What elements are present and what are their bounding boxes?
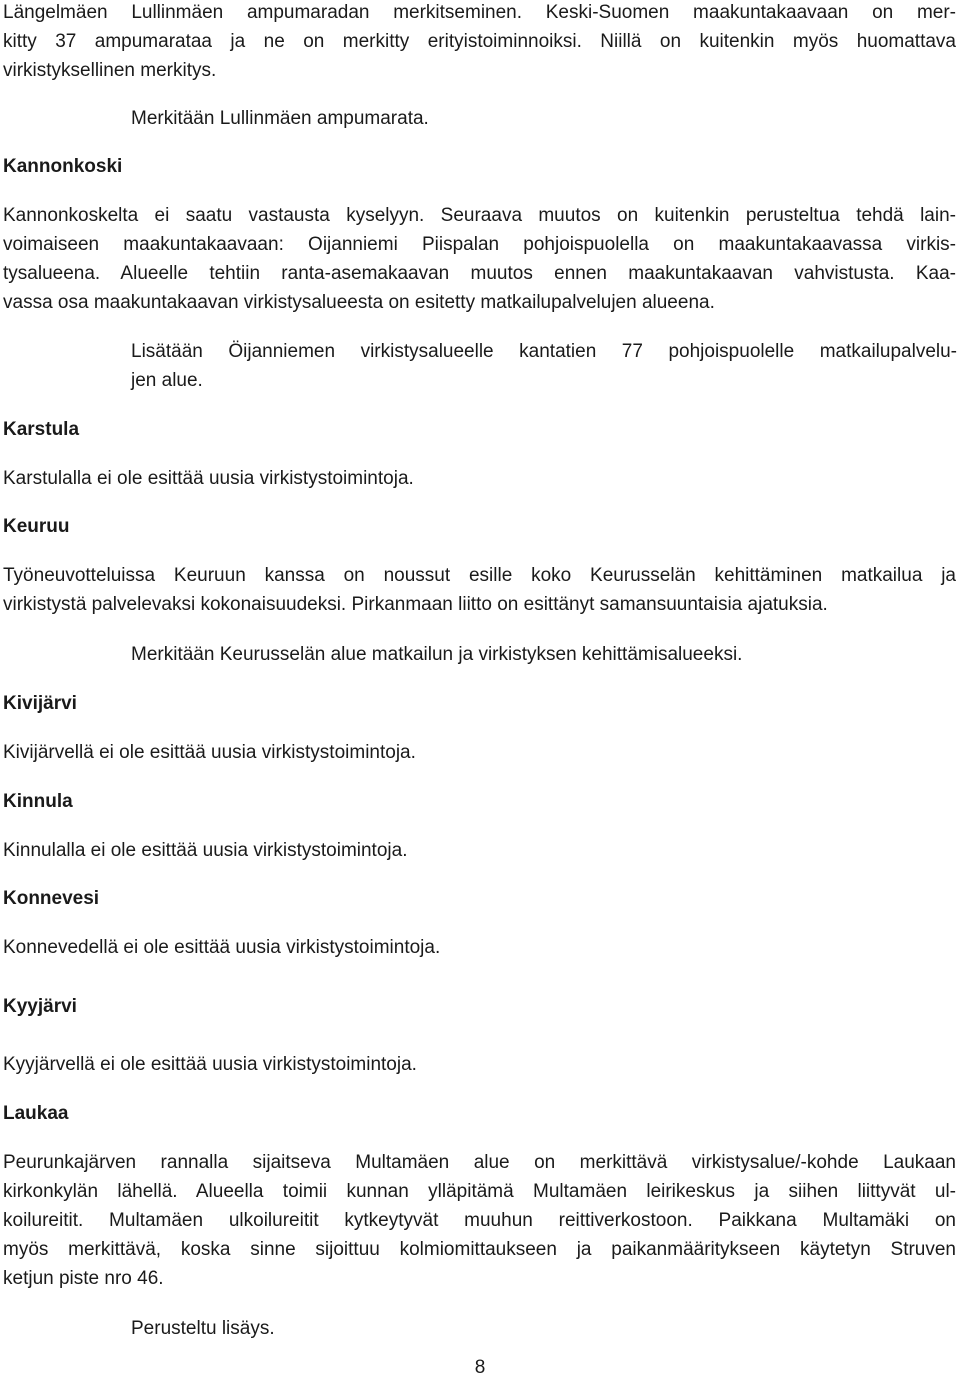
heading-karstula: Karstula xyxy=(3,419,80,440)
page-number: 8 xyxy=(474,1357,486,1378)
karstula-text: Karstulalla ei ole esittää uusia virkistystoimintoja. xyxy=(3,468,414,489)
kannonkoski-line-4: vassa osa maakuntakaavan virkistysalueesta on esitetty matkailupalvelujen alueena. xyxy=(3,292,715,313)
heading-kannonkoski: Kannonkoski xyxy=(3,156,123,177)
laukaa-action: Perusteltu lisäys. xyxy=(131,1318,275,1339)
heading-kivijarvi: Kivijärvi xyxy=(3,693,77,714)
kannonkoski-action-2: jen alue. xyxy=(131,370,203,391)
intro-line-2: kitty 37 ampumarataa ja ne on merkitty erityistoiminnoiksi. Niillä on kuitenkin myös huomattava xyxy=(3,31,956,52)
kannonkoski-line-2: voimaiseen maakuntakaavaan: Oijanniemi Piispalan pohjoispuolella on maakuntakaavassa virkis- xyxy=(3,234,956,255)
kannonkoski-line-3: tysalueena. Alueelle tehtiin ranta-asemakaavan muutos ennen maakuntakaavan vahvistusta. Kaa- xyxy=(3,263,956,284)
laukaa-line-2: kirkonkylän lähellä. Alueella toimii kunnan ylläpitämä Multamäen leirikeskus ja siihen liittyvät ul- xyxy=(3,1181,956,1202)
kinnula-text: Kinnulalla ei ole esittää uusia virkistystoimintoja. xyxy=(3,840,408,861)
laukaa-line-5: ketjun piste nro 46. xyxy=(3,1268,164,1289)
intro-line-1: Längelmäen Lullinmäen ampumaradan merkitseminen. Keski-Suomen maakuntakaavaan on mer- xyxy=(3,2,956,23)
keuruu-line-2: virkistystä palvelevaksi kokonaisuudeksi. Pirkanmaan liitto on esittänyt samansuuntaisia ajatuksia. xyxy=(3,594,828,615)
kannonkoski-action-1: Lisätään Öijanniemen virkistysalueelle kantatien 77 pohjoispuolelle matkailupalvelu- xyxy=(131,341,957,362)
heading-konnevesi: Konnevesi xyxy=(3,888,100,909)
kannonkoski-line-1: Kannonkoskelta ei saatu vastausta kyselyyn. Seuraava muutos on kuitenkin perusteltua tehdä lain- xyxy=(3,205,956,226)
heading-laukaa: Laukaa xyxy=(3,1103,69,1124)
heading-keuruu: Keuruu xyxy=(3,516,70,537)
heading-kinnula: Kinnula xyxy=(3,791,73,812)
intro-action: Merkitään Lullinmäen ampumarata. xyxy=(131,108,429,129)
konnevesi-text: Konnevedellä ei ole esittää uusia virkistystoimintoja. xyxy=(3,937,441,958)
heading-kyyjarvi: Kyyjärvi xyxy=(3,996,77,1017)
keuruu-line-1: Työneuvotteluissa Keuruun kanssa on noussut esille koko Keurusselän kehittäminen matkailua ja xyxy=(3,565,956,586)
kyyjarvi-text: Kyyjärvellä ei ole esittää uusia virkistystoimintoja. xyxy=(3,1054,417,1075)
laukaa-line-4: myös merkittävä, koska sinne sijoittuu kolmiomittaukseen ja paikanmääritykseen käytetyn Struven xyxy=(3,1239,956,1260)
laukaa-line-3: koilureitit. Multamäen ulkoilureitit kytkeytyvät muuhun reittiverkostoon. Paikkana Multamäki on xyxy=(3,1210,956,1231)
keuruu-action: Merkitään Keurusselän alue matkailun ja virkistyksen kehittämisalueeksi. xyxy=(131,644,743,665)
intro-line-3: virkistyksellinen merkitys. xyxy=(3,60,217,81)
laukaa-line-1: Peurunkajärven rannalla sijaitseva Multamäen alue on merkittävä virkistysalue/-kohde Laukaan xyxy=(3,1152,956,1173)
kivijarvi-text: Kivijärvellä ei ole esittää uusia virkistystoimintoja. xyxy=(3,742,416,763)
